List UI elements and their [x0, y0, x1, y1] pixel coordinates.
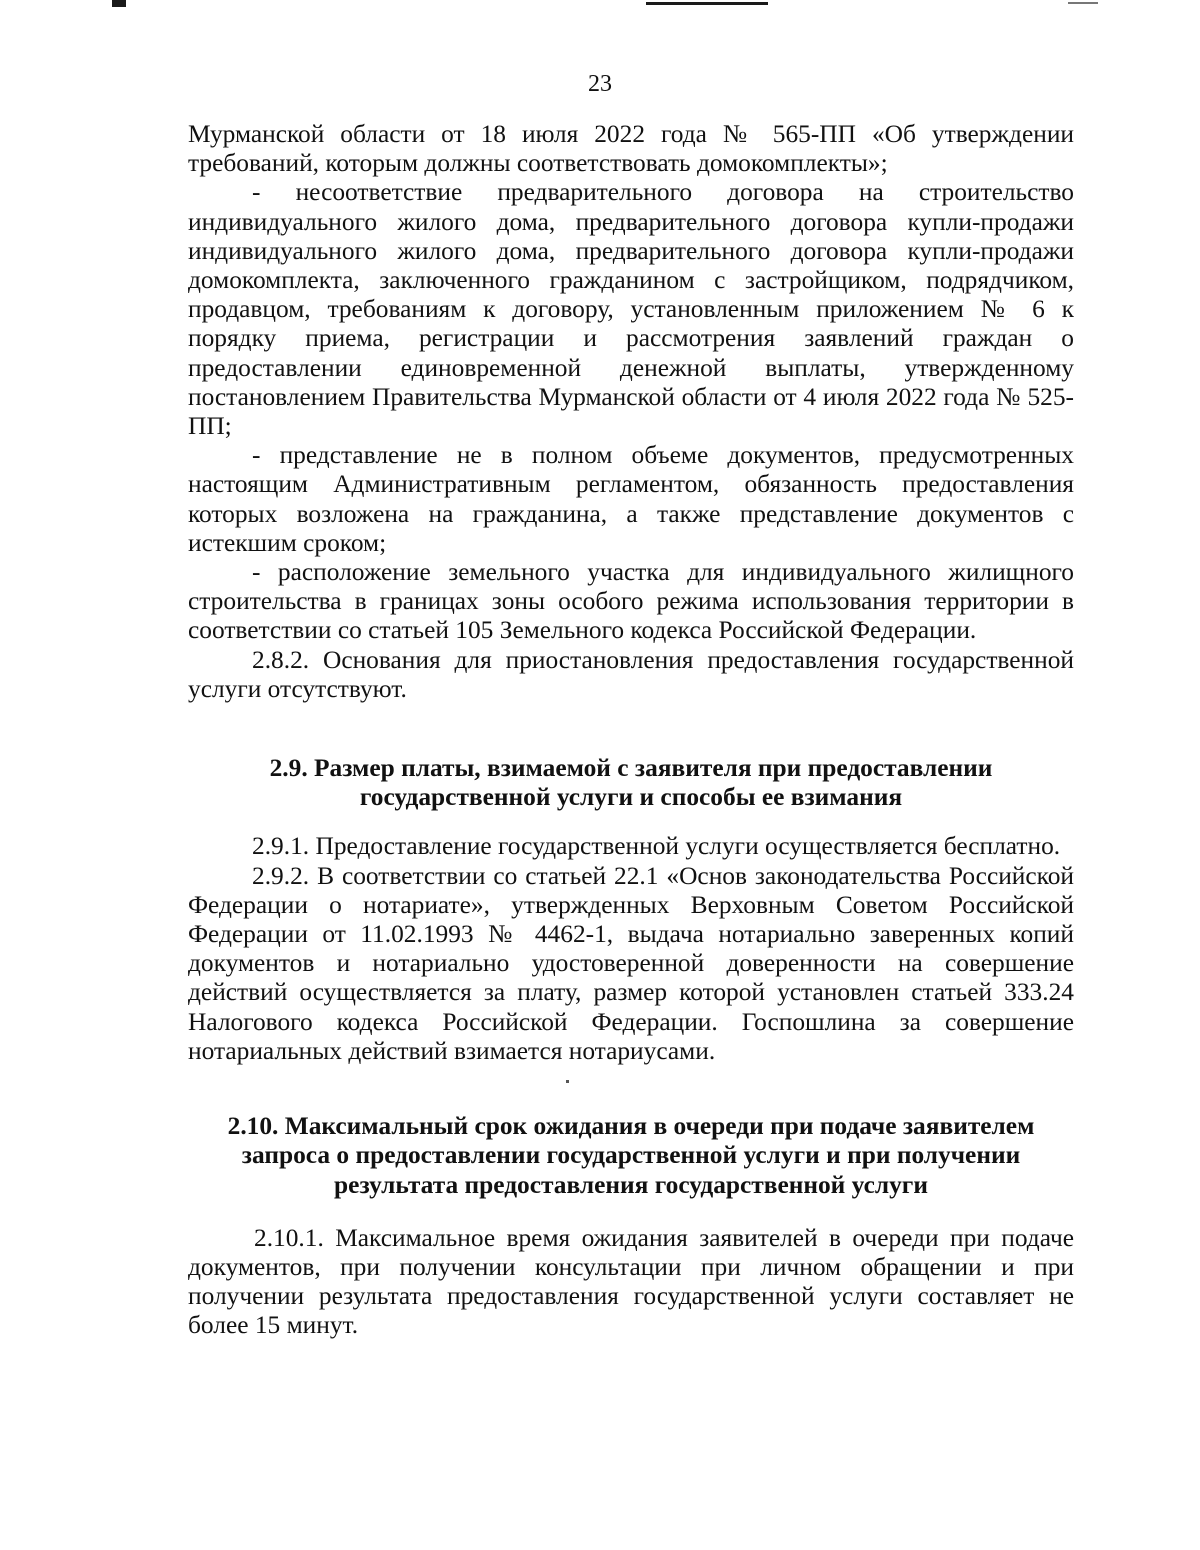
spacer: [188, 704, 1074, 754]
page-number: 23: [588, 71, 612, 97]
paragraph-2-8-2: 2.8.2. Основания для приостановления предоставления государственной услуги отсутствуют.: [188, 645, 1074, 703]
scan-speck: [566, 1080, 569, 1083]
paragraph-2-9-1: 2.9.1. Предоставление государственной услуги осуществляется бесплатно.: [252, 832, 1061, 861]
spacer: [188, 812, 1074, 832]
heading-section-2-10: 2.10. Максимальный срок ожидания в очереди при подаче заявителем запроса о предоставлении государственной услуги и при получении результата предоставления государственной услуги: [227, 1112, 1035, 1199]
document-body: [188, 120, 1074, 1341]
spacer: [188, 1200, 1074, 1224]
paragraph-land-location: - расположение земельного участка для индивидуального жилищного строительства в границах зоны особого режима использования территории в соответствии со статьей 105 Земельного кодекса Российской Федерации.: [188, 558, 1074, 645]
scan-artifact-line: [646, 2, 768, 5]
paragraph-incomplete-documents: - представление не в полном объеме документов, предусмотренных настоящим Административным регламентом, обязанность предоставления которых возложена на гражданина, а также представление документов с истекшим сроком;: [188, 441, 1074, 557]
heading-section-2-9: 2.9. Размер платы, взимаемой с заявителя при предоставлении государственной услуги и способы ее взимания: [269, 754, 993, 812]
paragraph-2-10-1: 2.10.1. Максимальное время ожидания заявителей в очереди при подаче документов, при получении консультации при личном обращении и при получении результата предоставления государственной услуги составляет не более 15 минут.: [188, 1223, 1074, 1340]
paragraph-continuation: Мурманской области от 18 июля 2022 года № 565-ПП «Об утверждении требований, которым должны соответствовать домокомплекты»;: [188, 120, 1074, 178]
paragraph-2-9-2: 2.9.2. В соответствии со статьей 22.1 «Основ законодательства Российской Федерации о нотариате», утвержденных Верховным Советом Российской Федерации от 11.02.1993 № 4462-1, выдача нотариально заверенных копий документов и нотариально удостоверенной доверенности на совершение действий осуществляется за плату, размер которой установлен статьей 333.24 Налогового кодекса Российской Федерации. Госпошлина за совершение нотариальных действий взимается нотариусами.: [188, 861, 1074, 1065]
scan-artifact-line-right: [1068, 2, 1098, 4]
scan-artifact-corner: [112, 0, 126, 7]
paragraph-contract-mismatch: - несоответствие предварительного договора на строительство индивидуального жилого дома, предварительного договора купли-продажи индивидуального жилого дома, предварительного договора купли-продажи домокомплекта, заключенного гражданином с застройщиком, подрядчиком, продавцом, требованиям к договору, установленным приложением № 6 к порядку приема, регистрации и рассмотрения заявлений граждан о предоставлении единовременной денежной выплаты, утвержденному постановлением Правительства Мурманской области от 4 июля 2022 года № 525-ПП;: [188, 178, 1074, 441]
spacer: [188, 1066, 1074, 1112]
